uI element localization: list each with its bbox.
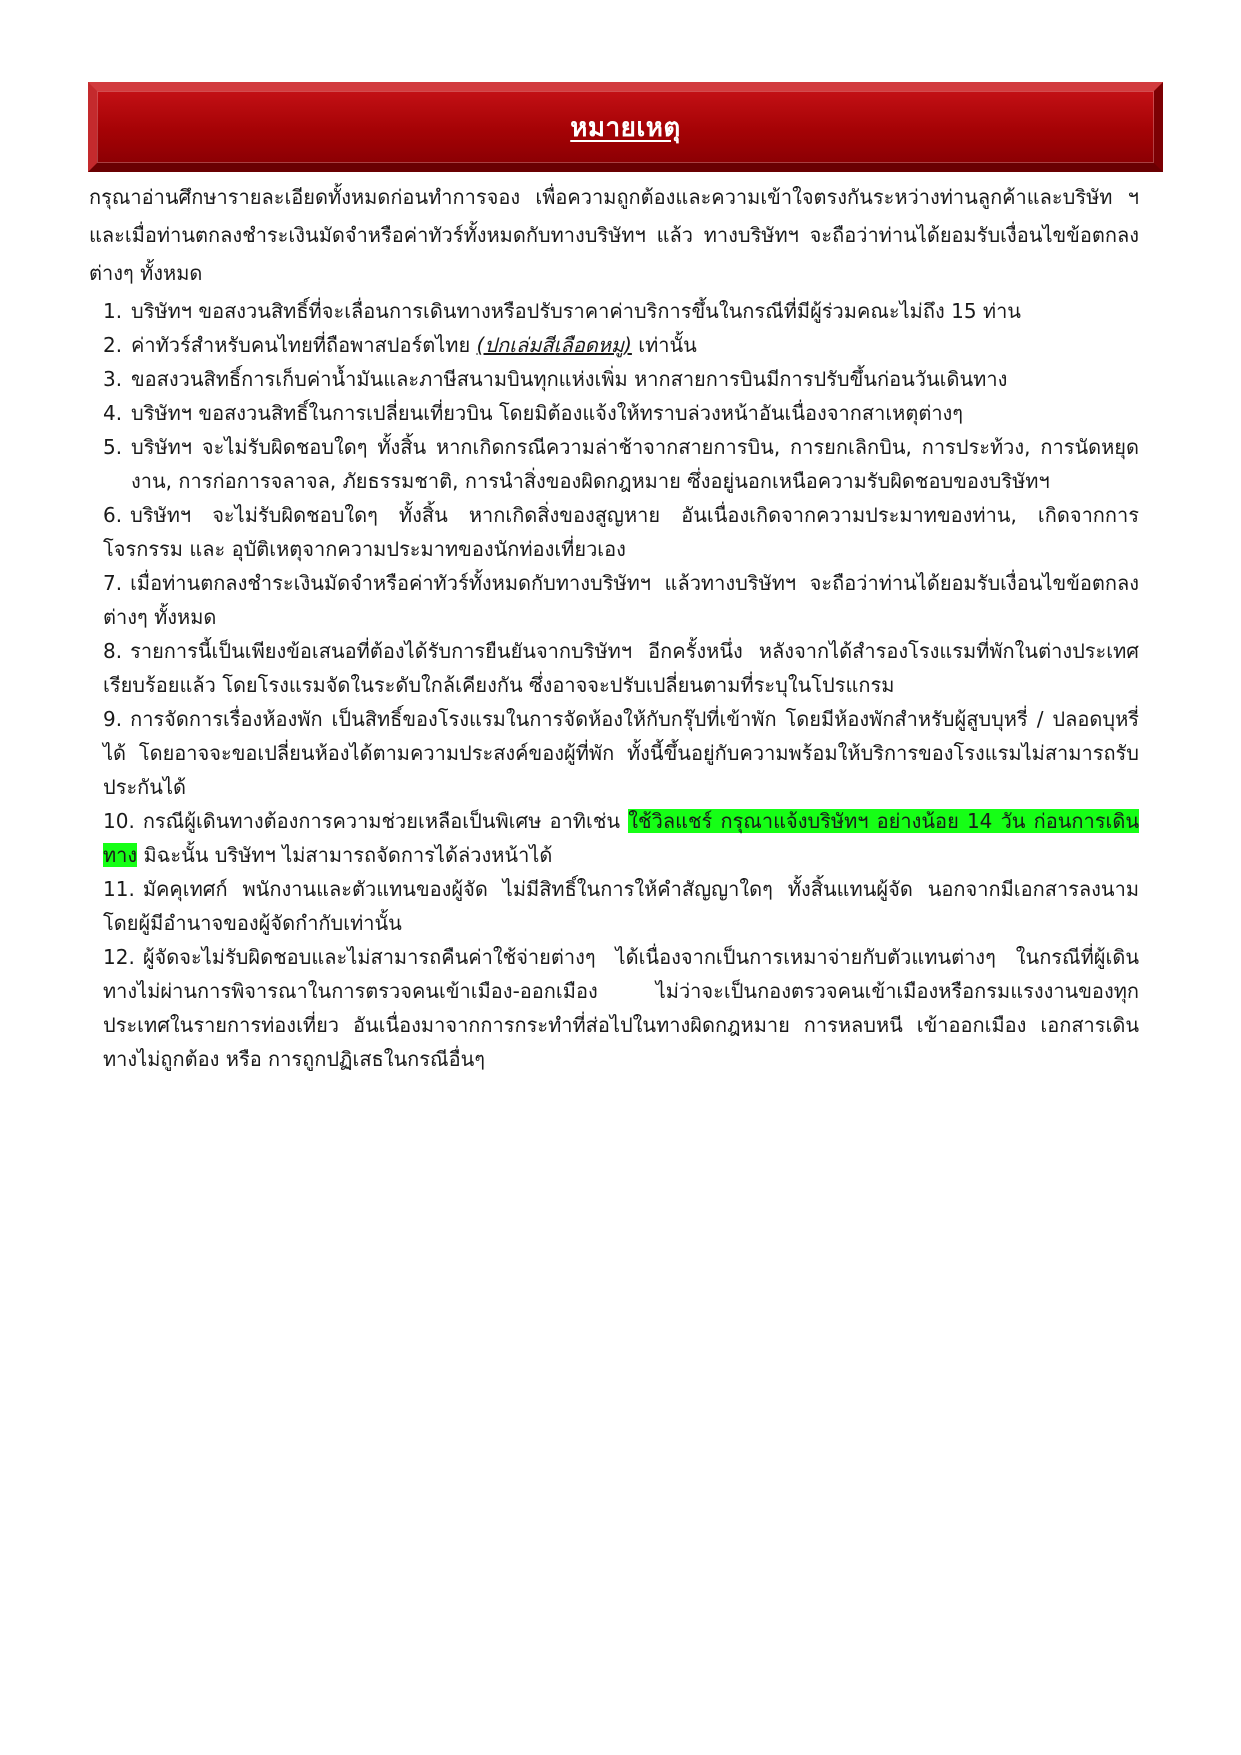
note-item-6 xyxy=(89,498,1139,566)
note-number: 11. xyxy=(103,877,135,901)
passport-emphasis: (ปกเล่มสีเลือดหมู) xyxy=(476,333,632,357)
note-text: กรณีผู้เดินทางต้องการความช่วยเหลือเป็นพิเศษ อาทิเช่น xyxy=(142,809,629,833)
note-number: 8. xyxy=(103,639,123,663)
note-item-4 xyxy=(89,396,1139,430)
note-text: บริษัทฯ ขอสงวนสิทธิ์ที่จะเลื่อนการเดินทางหรือปรับราคาค่าบริการขึ้นในกรณีที่มีผู้ร่วมคณะไม่ถึง 15 ท่าน xyxy=(131,299,1021,323)
note-text: ผู้จัดจะไม่รับผิดชอบและไม่สามารถคืนค่าใช้จ่ายต่างๆ ได้เนื่องจากเป็นการเหมาจ่ายกับตัวแทนต่างๆ ในกรณีที่ผู้เดินทางไม่ผ่านการพิจารณาในการตรวจคนเข้าเมือง-ออกเมือง ไม่ว่าจะเป็นกองตรวจคนเข้าเมืองหรือกรมแรงงานของทุกประเทศในรายการท่องเที่ยว อันเนื่องมาจากการกระทำที่ส่อไปในทางผิดกฎหมาย การหลบหนี เข้าออกเมือง เอกสารเดินทางไม่ถูกต้อง หรือ การถูกปฏิเสธในกรณีอื่นๆ xyxy=(103,945,1139,1071)
note-text: ขอสงวนสิทธิ์การเก็บค่าน้ำมันและภาษีสนามบินทุกแห่งเพิ่ม หากสายการบินมีการปรับขึ้นก่อนวันเดินทาง xyxy=(131,367,1008,391)
note-text: มัคคุเทศก์ พนักงานและตัวแทนของผู้จัด ไม่มีสิทธิ์ในการให้คำสัญญาใดๆ ทั้งสิ้นแทนผู้จัด นอกจากมีเอกสารลงนามโดยผู้มีอำนาจของผู้จัดกำกับเท่านั้น xyxy=(103,877,1139,935)
section-title: หมายเหตุ xyxy=(570,112,681,143)
note-number: 5. xyxy=(103,435,123,459)
note-item-11 xyxy=(89,872,1139,940)
note-text-tail: มิฉะนั้น บริษัทฯ ไม่สามารถจัดการได้ล่วงหน้าได้ xyxy=(137,843,553,867)
wheelchair-highlight: ใช้วิลแชร์ กรุณาแจ้งบริษัทฯ อย่างน้อย 14 วัน ก่อนการเดินทาง xyxy=(103,809,1140,867)
note-number: 6. xyxy=(103,503,123,527)
note-item-1 xyxy=(89,294,1139,328)
note-text: บริษัทฯ จะไม่รับผิดชอบใดๆ ทั้งสิ้น หากเกิดกรณีความล่าช้าจากสายการบิน, การยกเลิกบิน, การประท้วง, การนัดหยุดงาน, การก่อการจลาจล, ภัยธรรมชาติ, การนำสิ่งของผิดกฎหมาย ซึ่งอยู่นอกเหนือความรับผิดชอบของบริษัทฯ xyxy=(131,435,1139,493)
note-item-10 xyxy=(89,804,1139,872)
note-text: เมื่อท่านตกลงชำระเงินมัดจำหรือค่าทัวร์ทั้งหมดกับทางบริษัทฯ แล้วทางบริษัทฯ จะถือว่าท่านได้ยอมรับเงื่อนไขข้อตกลงต่างๆ ทั้งหมด xyxy=(103,571,1139,629)
note-number: 2. xyxy=(103,333,123,357)
note-text: บริษัทฯ ขอสงวนสิทธิ์ในการเปลี่ยนเที่ยวบิน โดยมิต้องแจ้งให้ทราบล่วงหน้าอันเนื่องจากสาเหตุต่างๆ xyxy=(131,401,964,425)
note-number: 9. xyxy=(103,707,123,731)
note-text: การจัดการเรื่องห้องพัก เป็นสิทธิ์ของโรงแรมในการจัดห้องให้กับกรุ๊ปที่เข้าพัก โดยมีห้องพักสำหรับผู้สูบบุหรี่ / ปลอดบุหรี่ได้ โดยอาจจะขอเปลี่ยนห้องได้ตามความประสงค์ของผู้ที่พัก ทั้งนี้ขึ้นอยู่กับความพร้อมให้บริการของโรงแรมไม่สามารถรับประกันได้ xyxy=(103,707,1139,799)
note-text: ค่าทัวร์สำหรับคนไทยที่ถือพาสปอร์ตไทย xyxy=(131,333,477,357)
notes-list xyxy=(89,294,1139,1076)
note-text: รายการนี้เป็นเพียงข้อเสนอที่ต้องได้รับการยืนยันจากบริษัทฯ อีกครั้งหนึ่ง หลังจากได้สำรองโรงแรมที่พักในต่างประเทศเรียบร้อยแล้ว โดยโรงแรมจัดในระดับใกล้เคียงกัน ซึ่งอาจจะปรับเปลี่ยนตามที่ระบุในโปรแกรม xyxy=(103,639,1139,697)
note-text: บริษัทฯ จะไม่รับผิดชอบใดๆ ทั้งสิ้น หากเกิดสิ่งของสูญหาย อันเนื่องเกิดจากความประมาทของท่าน, เกิดจากการโจรกรรม และ อุบัติเหตุจากความประมาทของนักท่องเที่ยวเอง xyxy=(103,503,1139,561)
note-number: 10. xyxy=(103,809,135,833)
section-header-banner xyxy=(88,82,1163,172)
note-text-tail: เท่านั้น xyxy=(631,333,697,357)
note-number: 3. xyxy=(103,367,123,391)
note-item-8 xyxy=(89,634,1139,702)
note-item-2 xyxy=(89,328,1139,362)
note-number: 4. xyxy=(103,401,123,425)
intro-paragraph: กรุณาอ่านศึกษารายละเอียดทั้งหมดก่อนทำการจอง เพื่อความถูกต้องและความเข้าใจตรงกันระหว่างท่านลูกค้าและบริษัท ฯ และเมื่อท่านตกลงชำระเงินมัดจำหรือค่าทัวร์ทั้งหมดกับทางบริษัทฯ แล้ว ทางบริษัทฯ จะถือว่าท่านได้ยอมรับเงื่อนไขข้อตกลงต่างๆ ทั้งหมด xyxy=(89,185,1139,285)
note-item-3 xyxy=(89,362,1139,396)
note-number: 7. xyxy=(103,571,123,595)
note-number: 12. xyxy=(103,945,135,969)
notes-content xyxy=(89,178,1139,1076)
note-item-5 xyxy=(89,430,1139,498)
note-number: 1. xyxy=(103,299,123,323)
note-item-9 xyxy=(89,702,1139,804)
note-item-7 xyxy=(89,566,1139,634)
note-item-12 xyxy=(89,940,1139,1076)
